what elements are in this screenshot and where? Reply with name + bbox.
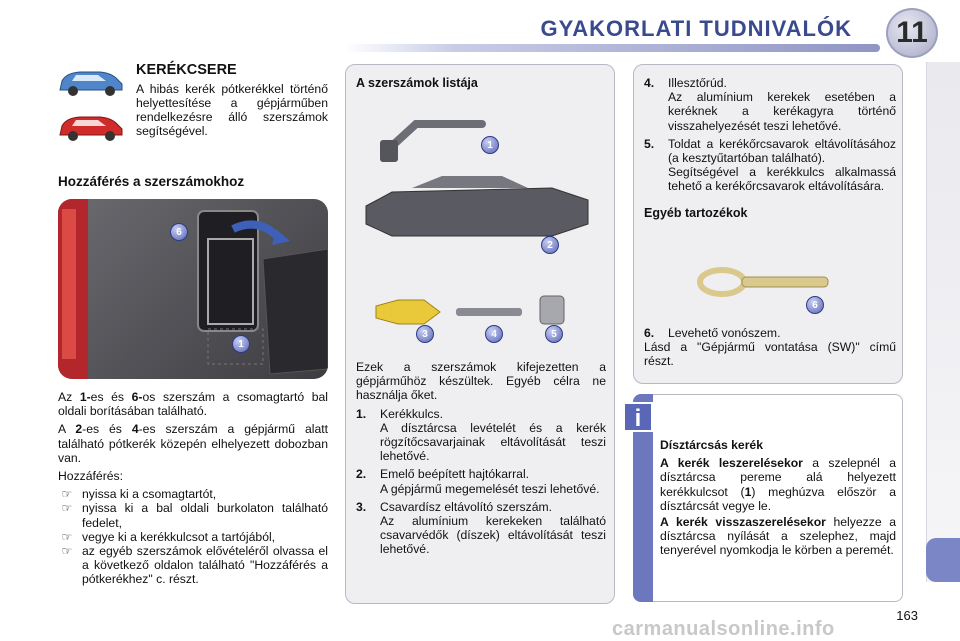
page-header (0, 0, 960, 60)
hubcap-refit-paragraph: A kerék visszaszerelésekor helyezze a dísztárcsa nyílását a szelephez, majd tenyerével nyomkodja le körben a peremét. (660, 515, 896, 558)
list-item-detail: Az alumínium kerekeken található csavarvédők (díszek) eltávolítását teszi lehetővé. (380, 514, 606, 557)
page-number: 163 (896, 608, 918, 623)
hubcap-info (660, 438, 896, 558)
tools-description (356, 360, 606, 557)
callout-4-guide-rod: 4 (485, 325, 503, 343)
tools-location-paragraph-1: Az 1-es és 6-os szerszám a csomagtartó bal oldali borításában található. (58, 390, 328, 419)
callout-1-trunk: 1 (232, 335, 250, 353)
list-item: 2. Emelő beépített hajtókarral. (356, 467, 530, 482)
list-item: 4. Illesztőrúd. (644, 76, 727, 90)
red-car-icon (56, 111, 126, 143)
blue-car-icon (56, 66, 126, 98)
chapter-title: GYAKORLATI TUDNIVALÓK (540, 16, 852, 41)
tools-list-continued (644, 76, 896, 220)
tools-intro: Ezek a szerszámok kifejezetten a gépjárműhöz készültek. Egyéb célra ne használja őket. (356, 360, 606, 403)
pointing-hand-icon: ☞ (61, 487, 73, 502)
pointing-hand-icon: ☞ (61, 544, 73, 559)
list-item: ☞ nyissa ki a bal oldali burkolaton található fedelet, (58, 501, 328, 529)
list-item: ☞ vegye ki a kerékkulcsot a tartójából, (58, 530, 328, 544)
chapter-number-badge: 11 (886, 8, 938, 58)
list-item: ☞ az egyéb szerszámok elővételéről olvassa el a következő oldalon található "Hozzáférés a pótkerékhez" c. részt. (58, 544, 328, 587)
access-label: Hozzáférés: (58, 469, 124, 484)
chapter-tab-rail (926, 62, 960, 582)
tools-illustration (352, 96, 608, 356)
see-also-note: Lásd a "Gépjármű vontatása (SW)" című részt. (644, 340, 896, 369)
callout-6-towing-eye: 6 (806, 296, 824, 314)
list-item: ☞ nyissa ki a csomagtartót, (58, 487, 328, 501)
pointing-hand-icon: ☞ (61, 529, 73, 544)
list-item: 1. Kerékkulcs. (356, 406, 443, 421)
car-icons (56, 66, 130, 156)
list-item-detail: A dísztárcsa levételét és a kerék rögzítőcsavarjainak eltávolítását teszi lehetővé. (380, 420, 606, 464)
wheel-change-intro: A hibás kerék pótkerékkel történő helyettesítése a gépjárműben rendelkezésre álló szerszámok segítségével. (136, 82, 328, 138)
watermark-text: carmanualsonline.info (612, 618, 835, 640)
list-item-detail: Az alumínium kerekek esetében a keréknek a kerékagyra történő visszahelyezését teszi lehetővé. (668, 90, 896, 133)
pointing-hand-icon: ☞ (61, 501, 73, 516)
callout-5-adaptor: 5 (545, 325, 563, 343)
tools-list-heading: A szerszámok listája (356, 76, 478, 90)
list-item: 6. Levehető vonószem. (644, 326, 781, 340)
list-item-detail: A gépjármű megemelését teszi lehetővé. (380, 481, 600, 496)
callout-3-trim-tool: 3 (416, 325, 434, 343)
hubcap-removal-paragraph: A kerék leszerelésekor a szelepnél a dísztárcsa pereme alá helyezett kerékkulcsot (1) meghúzva először a dísztárcsát vegye le. (660, 456, 896, 513)
list-item-detail: Segítségével a kerékkulcs alkalmassá tehető a kerékőrcsavarok eltávolítására. (668, 165, 896, 194)
other-accessories-heading: Egyéb tartozékok (644, 205, 748, 220)
list-item: 5. Toldat a kerékőrcsavarok eltávolításához (a kesztyűtartóban található). (644, 136, 896, 166)
callout-2-jack: 2 (541, 236, 559, 254)
info-icon: i (623, 402, 653, 432)
callout-6-trunk: 6 (170, 223, 188, 241)
active-chapter-tab (926, 538, 960, 582)
access-heading: Hozzáférés a szerszámokhoz (58, 174, 245, 189)
callout-1-wheel-brace: 1 (481, 136, 499, 154)
tools-location-paragraph-2: A 2-es és 4-es szerszám a gépjármű alatt található pótkerék közepén elhelyezett dobozban van. (58, 422, 329, 465)
hubcap-heading: Dísztárcsás kerék (660, 438, 763, 452)
trunk-compartment-illustration (58, 199, 328, 379)
section-heading-wheel-change: KERÉKCSERE (136, 62, 237, 78)
header-rule (345, 44, 880, 52)
list-item: 3. Csavardísz eltávolító szerszám. (356, 499, 553, 514)
access-text (58, 390, 328, 587)
trunk-drawing (58, 199, 328, 379)
towing-eye-text (644, 326, 896, 369)
